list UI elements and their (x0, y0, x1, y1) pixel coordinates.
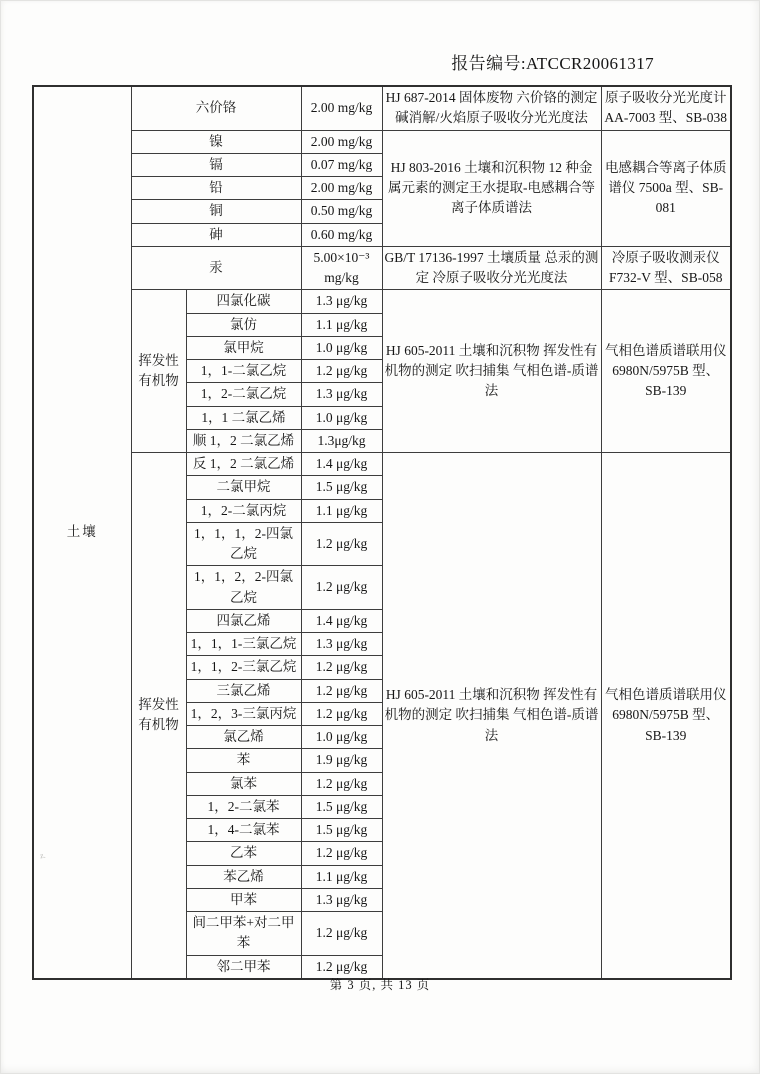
detection-limit-cell: 1.1 μg/kg (301, 313, 382, 336)
parameter-cell: 1，1，2，2-四氯乙烷 (186, 566, 301, 610)
parameter-cell: 苯乙烯 (186, 865, 301, 888)
parameter-cell: 镉 (131, 153, 301, 176)
parameter-cell: 三氯乙烯 (186, 679, 301, 702)
parameter-cell: 反 1，2 二氯乙烯 (186, 453, 301, 476)
detection-limit-cell: 1.2 μg/kg (301, 955, 382, 979)
category-cell: 挥发性有机物 (131, 290, 186, 453)
parameter-cell: 镍 (131, 130, 301, 153)
parameter-cell: 氯苯 (186, 772, 301, 795)
parameter-cell: 氯仿 (186, 313, 301, 336)
detection-limit-cell: 1.2 μg/kg (301, 702, 382, 725)
parameter-cell: 1，1-二氯乙烷 (186, 360, 301, 383)
parameter-cell: 六价铬 (131, 86, 301, 130)
detection-limit-cell: 1.3 μg/kg (301, 290, 382, 313)
category-cell: 挥发性有机物 (131, 453, 186, 979)
detection-limit-cell: 1.9 μg/kg (301, 749, 382, 772)
detection-limit-cell: 1.5 μg/kg (301, 795, 382, 818)
detection-limit-cell: 1.3 μg/kg (301, 383, 382, 406)
table-row (33, 290, 731, 313)
report-number: 报告编号:ATCCR20061317 (451, 54, 654, 73)
parameter-cell: 顺 1，2 二氯乙烯 (186, 429, 301, 452)
parameter-cell: 1，1，1-三氯乙烷 (186, 633, 301, 656)
parameter-cell: 甲苯 (186, 888, 301, 911)
parameter-cell: 间二甲苯+对二甲苯 (186, 912, 301, 956)
detection-limit-cell: 5.00×10⁻³ mg/kg (301, 246, 382, 290)
parameter-cell: 1，1，2-三氯乙烷 (186, 656, 301, 679)
method-cell: HJ 687-2014 固体废物 六价铬的测定 碱消解/火焰原子吸收分光光度法 (382, 86, 601, 130)
parameter-cell: 氯乙烯 (186, 726, 301, 749)
detection-limit-cell: 1.2 μg/kg (301, 522, 382, 566)
detection-limit-cell: 1.2 μg/kg (301, 656, 382, 679)
parameter-cell: 汞 (131, 246, 301, 290)
instrument-cell: 气相色谱质谱联用仪 6980N/5975B 型、SB-139 (601, 290, 731, 453)
method-cell: HJ 605-2011 土壤和沉积物 挥发性有机物的测定 吹扫捕集 气相色谱-质谱法 (382, 453, 601, 979)
parameter-cell: 苯 (186, 749, 301, 772)
detection-limit-cell: 2.00 mg/kg (301, 86, 382, 130)
detection-limit-cell: 2.00 mg/kg (301, 130, 382, 153)
detection-limit-cell: 1.5 μg/kg (301, 819, 382, 842)
instrument-cell: 气相色谱质谱联用仪 6980N/5975B 型、SB-139 (601, 453, 731, 979)
detection-limit-cell: 1.0 μg/kg (301, 406, 382, 429)
table-row (33, 246, 731, 290)
detection-limit-cell: 1.1 μg/kg (301, 865, 382, 888)
sample-type-cell: 土壤 (33, 86, 131, 979)
detection-limit-cell: 0.50 mg/kg (301, 200, 382, 223)
table-row (33, 86, 731, 130)
detection-limit-cell: 0.07 mg/kg (301, 153, 382, 176)
detection-limit-cell: 1.2 μg/kg (301, 772, 382, 795)
parameter-cell: 1，2-二氯丙烷 (186, 499, 301, 522)
page-footer: 第 3 页, 共 13 页 (329, 978, 431, 992)
parameter-cell: 铜 (131, 200, 301, 223)
analysis-methods-table (32, 85, 732, 980)
detection-limit-cell: 1.3μg/kg (301, 429, 382, 452)
parameter-cell: 邻二甲苯 (186, 955, 301, 979)
detection-limit-cell: 1.2 μg/kg (301, 360, 382, 383)
detection-limit-cell: 2.00 mg/kg (301, 177, 382, 200)
parameter-cell: 1，2，3-三氯丙烷 (186, 702, 301, 725)
parameter-cell: 1，1，1，2-四氯乙烷 (186, 522, 301, 566)
detection-limit-cell: 1.2 μg/kg (301, 842, 382, 865)
instrument-cell: 冷原子吸收测汞仪 F732-V 型、SB-058 (601, 246, 731, 290)
instrument-cell: 电感耦合等离子体质谱仪 7500a 型、SB-081 (601, 130, 731, 246)
detection-limit-cell: 1.0 μg/kg (301, 726, 382, 749)
parameter-cell: 砷 (131, 223, 301, 246)
parameter-cell: 1，4-二氯苯 (186, 819, 301, 842)
parameter-cell: 四氯化碳 (186, 290, 301, 313)
scan-artifact-mark: z. (39, 850, 47, 861)
detection-limit-cell: 1.5 μg/kg (301, 476, 382, 499)
parameter-cell: 氯甲烷 (186, 336, 301, 359)
parameter-cell: 1，2-二氯苯 (186, 795, 301, 818)
method-cell: HJ 605-2011 土壤和沉积物 挥发性有机物的测定 吹扫捕集 气相色谱-质谱法 (382, 290, 601, 453)
table-row (33, 453, 731, 476)
parameter-cell: 1，1 二氯乙烯 (186, 406, 301, 429)
detection-limit-cell: 1.4 μg/kg (301, 609, 382, 632)
detection-limit-cell: 1.3 μg/kg (301, 888, 382, 911)
detection-limit-cell: 1.2 μg/kg (301, 912, 382, 956)
parameter-cell: 二氯甲烷 (186, 476, 301, 499)
detection-limit-cell: 1.0 μg/kg (301, 336, 382, 359)
instrument-cell: 原子吸收分光光度计 AA-7003 型、SB-038 (601, 86, 731, 130)
parameter-cell: 铅 (131, 177, 301, 200)
detection-limit-cell: 1.3 μg/kg (301, 633, 382, 656)
detection-limit-cell: 0.60 mg/kg (301, 223, 382, 246)
parameter-cell: 乙苯 (186, 842, 301, 865)
detection-limit-cell: 1.2 μg/kg (301, 566, 382, 610)
table-row (33, 130, 731, 153)
parameter-cell: 1，2-二氯乙烷 (186, 383, 301, 406)
method-cell: HJ 803-2016 土壤和沉积物 12 种金属元素的测定王水提取-电感耦合等离子体质谱法 (382, 130, 601, 246)
parameter-cell: 四氯乙烯 (186, 609, 301, 632)
method-cell: GB/T 17136-1997 土壤质量 总汞的测定 冷原子吸收分光光度法 (382, 246, 601, 290)
detection-limit-cell: 1.4 μg/kg (301, 453, 382, 476)
detection-limit-cell: 1.2 μg/kg (301, 679, 382, 702)
detection-limit-cell: 1.1 μg/kg (301, 499, 382, 522)
